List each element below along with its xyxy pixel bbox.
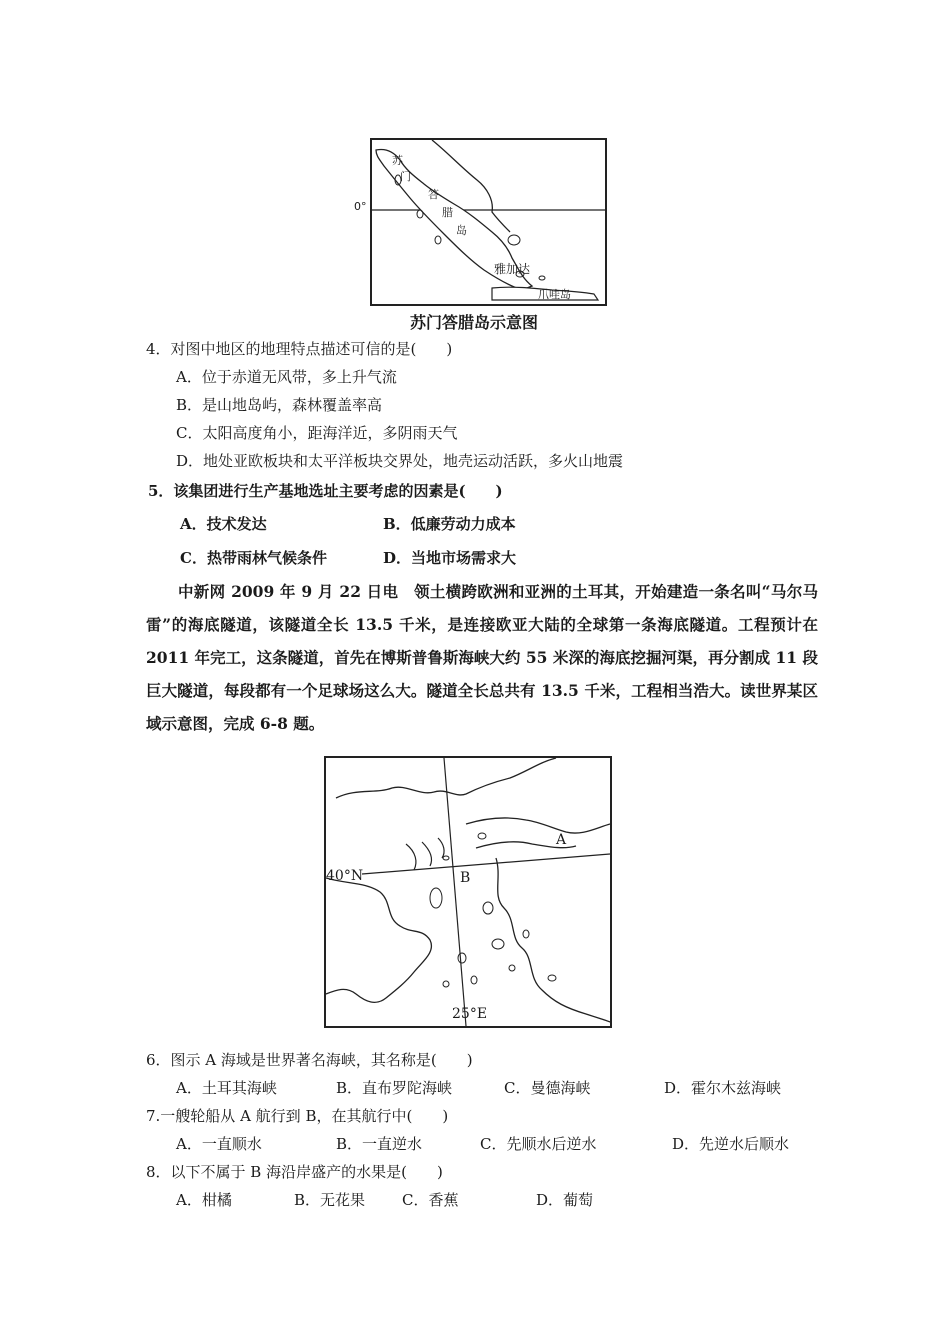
q6-option-c: C．曼德海峡 — [504, 1079, 591, 1097]
equator-label: 0° — [354, 200, 367, 213]
island-name-char-5: 岛 — [456, 224, 467, 237]
q6-option-d: D．霍尔木兹海峡 — [664, 1079, 782, 1097]
q5-option-c: C．热带雨林气候条件 — [180, 549, 327, 567]
q8-option-d: D．葡萄 — [536, 1191, 594, 1209]
island-name-char-2: 门 — [400, 170, 411, 183]
q4-option-b: B．是山地岛屿，森林覆盖率高 — [176, 396, 383, 414]
q6-option-a: A．土耳其海峡 — [176, 1079, 277, 1097]
q7-option-c: C．先顺水后逆水 — [480, 1135, 597, 1153]
island-name-char-3: 答 — [428, 188, 439, 201]
q6-option-b: B．直布罗陀海峡 — [336, 1079, 453, 1097]
q5-option-a: A．技术发达 — [180, 515, 267, 533]
q8-option-b: B．无花果 — [294, 1191, 366, 1209]
lat-40n-label: 40°N — [326, 868, 364, 884]
q4-stem: 4．对图中地区的地理特点描述可信的是( ) — [146, 340, 453, 358]
q6-stem: 6．图示 A 海域是世界著名海峡，其名称是( ) — [146, 1051, 473, 1069]
aegean-map-drawing — [326, 758, 610, 1026]
sea-label-b: B — [460, 870, 471, 886]
map1-caption: 苏门答腊岛示意图 — [410, 313, 539, 332]
passage: 中新网 2009 年 9 月 22 日电 领土横跨欧洲和亚洲的土耳其，开始建造一条名叫“马尔马雷”的海底隧道，该隧道全长 13.5 千米，是连接欧亚大陆的全球第一条海底隧道。工程预计在 2011 年完工，这条隧道，首先在博斯普鲁斯海峡大约 55 米深的海底挖掘河渠，再分割成 11 段巨大隧道，每段都有一个足球场这么大。隧道全长总共有 13.5 千米，工程相当浩大。读世界某区域示意图，完成 6-8 题。 — [146, 582, 818, 733]
island-name-char-1: 苏 — [392, 154, 403, 167]
q4-option-c: C．太阳高度角小，距海洋近，多阴雨天气 — [176, 424, 458, 442]
island-name-char-4: 腊 — [442, 206, 453, 219]
q7-option-b: B．一直逆水 — [336, 1135, 423, 1153]
sumatra-map — [370, 138, 607, 306]
q5-option-b: B．低廉劳动力成本 — [383, 515, 516, 533]
lon-25e-label: 25°E — [452, 1006, 488, 1022]
aegean-map — [324, 756, 612, 1028]
q5-stem: 5．该集团进行生产基地选址主要考虑的因素是( ) — [148, 482, 503, 500]
jakarta-label: 雅加达 — [494, 262, 531, 276]
sumatra-map-drawing — [372, 140, 605, 304]
q8-option-a: A．柑橘 — [176, 1191, 232, 1209]
q8-stem: 8．以下不属于 B 海沿岸盛产的水果是( ) — [146, 1163, 443, 1181]
q4-option-d: D．地处亚欧板块和太平洋板块交界处，地壳运动活跃，多火山地震 — [176, 452, 624, 470]
q8-option-c: C．香蕉 — [402, 1191, 459, 1209]
q5-option-d: D．当地市场需求大 — [383, 549, 517, 567]
q7-option-d: D．先逆水后顺水 — [672, 1135, 790, 1153]
q7-option-a: A．一直顺水 — [176, 1135, 262, 1153]
java-label: 爪哇岛 — [538, 288, 571, 301]
q4-option-a: A．位于赤道无风带，多上升气流 — [176, 368, 397, 386]
strait-label-a: A — [556, 832, 567, 848]
q7-stem: 7.一艘轮船从 A 航行到 B，在其航行中( ) — [146, 1107, 449, 1125]
